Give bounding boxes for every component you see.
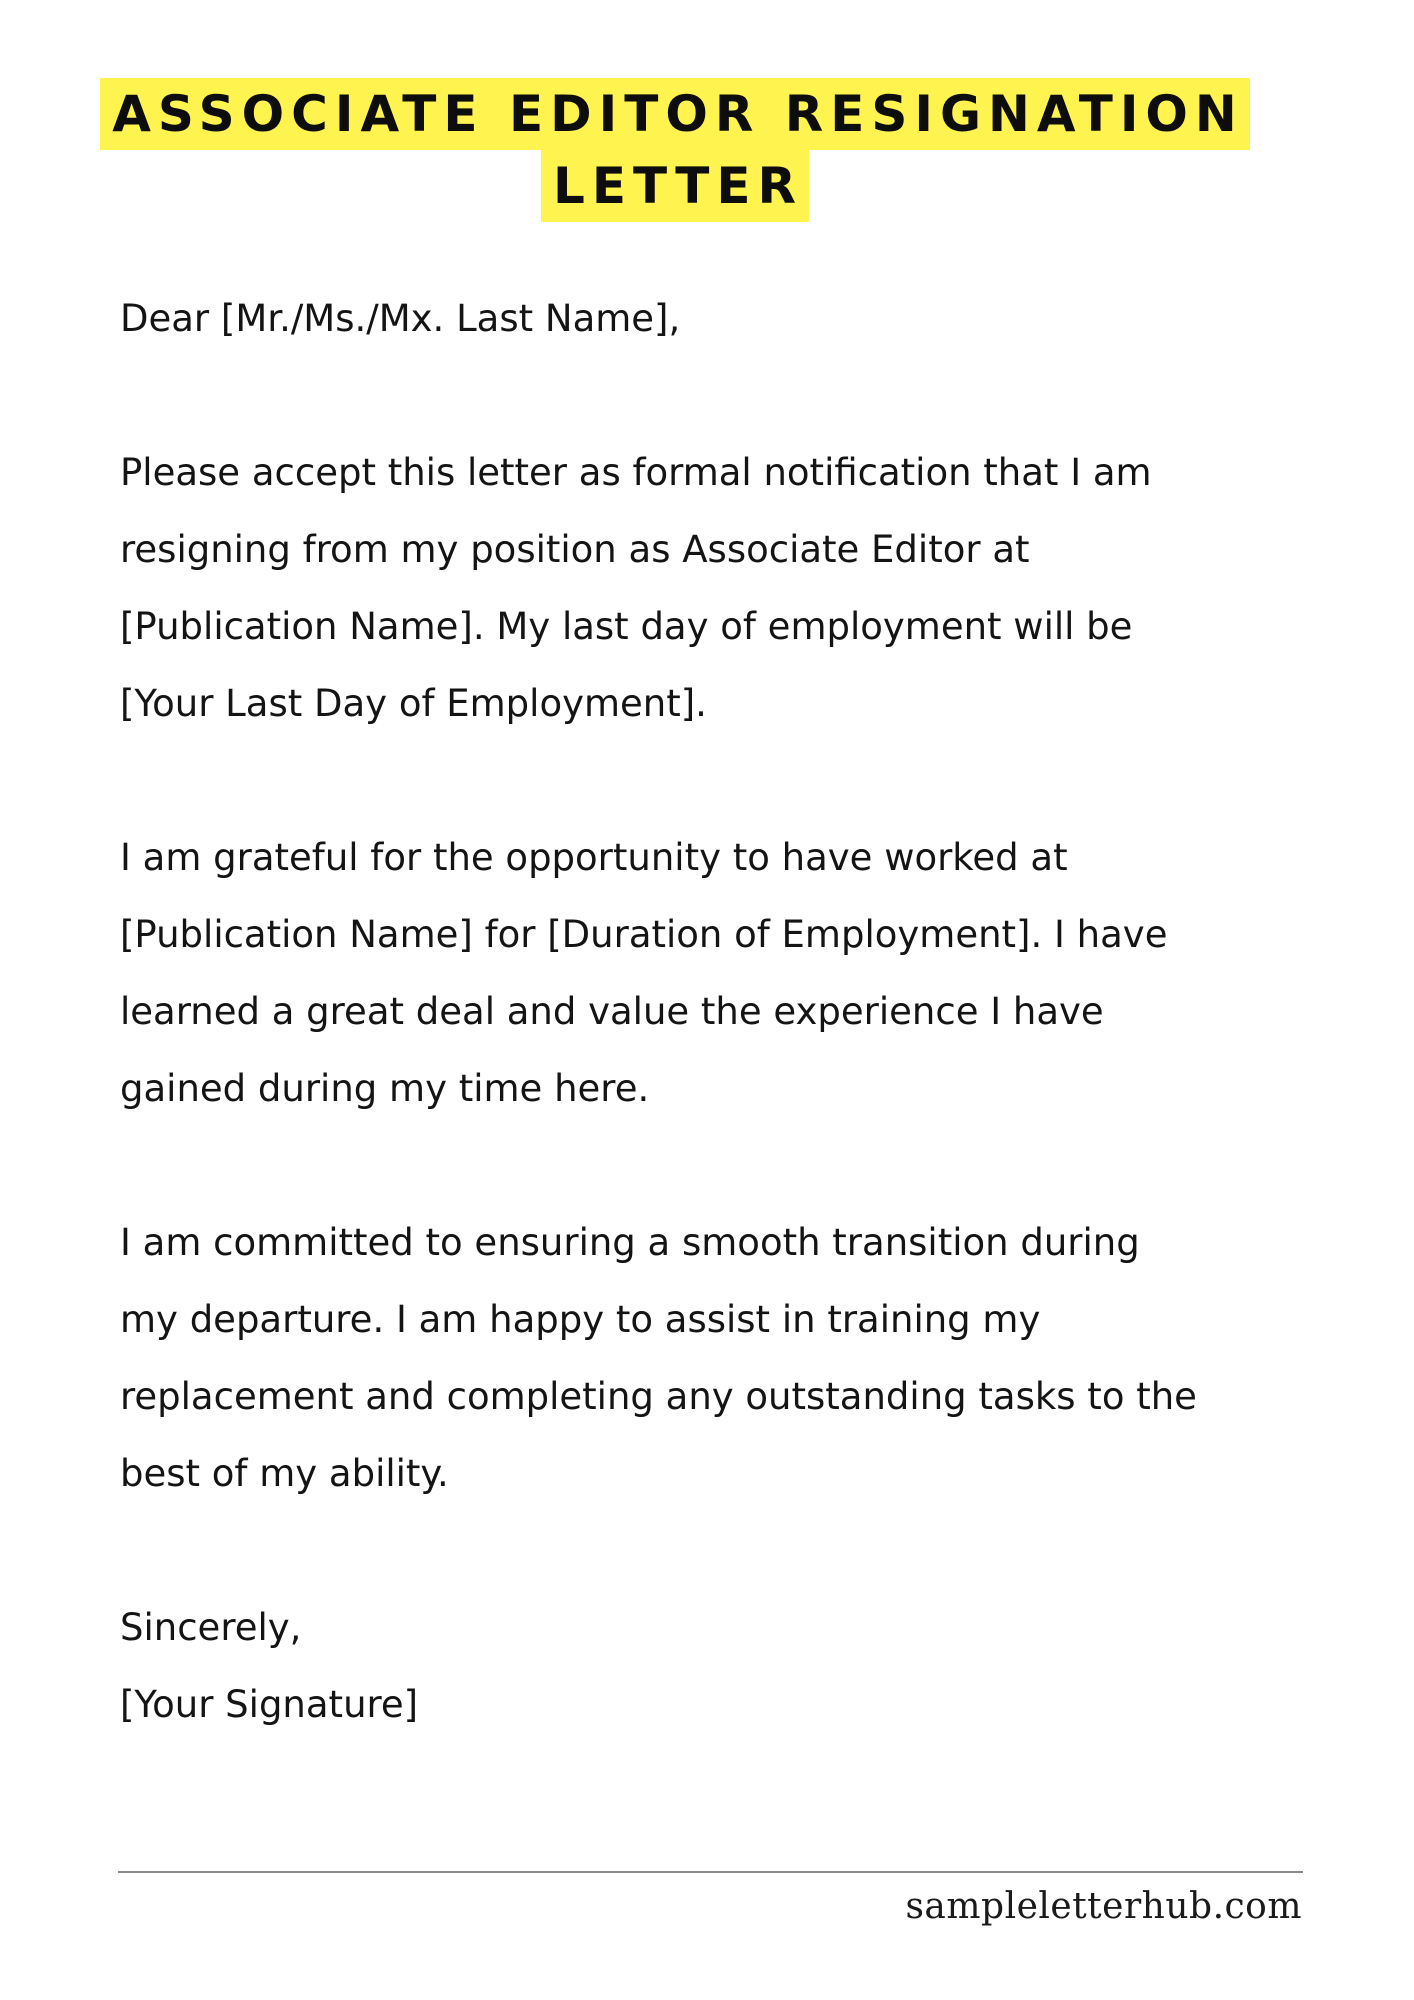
signature-placeholder: [Your Signature] xyxy=(120,1683,419,1726)
title-line-2: LETTER xyxy=(541,150,809,222)
paragraph-2 xyxy=(120,819,1370,1127)
paragraph-1 xyxy=(120,434,1370,742)
title-line-1: ASSOCIATE EDITOR RESIGNATION xyxy=(100,78,1250,150)
paragraph-line: [Publication Name]. My last day of employment will be xyxy=(120,605,1133,648)
paragraph-line: [Your Last Day of Employment]. xyxy=(120,682,707,725)
paragraph-line: my departure. I am happy to assist in training my xyxy=(120,1298,1041,1341)
paragraph-spacer xyxy=(120,1127,1370,1204)
paragraph-spacer xyxy=(120,357,1370,434)
letter-body xyxy=(120,280,1370,1743)
closing: Sincerely, xyxy=(120,1606,302,1649)
paragraph-line: replacement and completing any outstanding tasks to the xyxy=(120,1375,1197,1418)
salutation: Dear [Mr./Ms./Mx. Last Name], xyxy=(120,297,681,340)
paragraph-line: Please accept this letter as formal notification that I am xyxy=(120,451,1152,494)
paragraph-line: learned a great deal and value the experience I have xyxy=(120,990,1104,1033)
paragraph-line: best of my ability. xyxy=(120,1452,449,1495)
paragraph-line: I am committed to ensuring a smooth transition during xyxy=(120,1221,1140,1264)
paragraph-spacer xyxy=(120,742,1370,819)
paragraph-3 xyxy=(120,1204,1370,1512)
paragraph-line: resigning from my position as Associate Editor at xyxy=(120,528,1030,571)
paragraph-line: I am grateful for the opportunity to have worked at xyxy=(120,836,1068,879)
page-title xyxy=(80,78,1270,222)
footer-divider xyxy=(118,1871,1303,1873)
paragraph-spacer xyxy=(120,1512,1370,1589)
footer-website: sampleletterhub.com xyxy=(905,1886,1302,1927)
paragraph-line: [Publication Name] for [Duration of Employment]. I have xyxy=(120,913,1168,956)
paragraph-line: gained during my time here. xyxy=(120,1067,650,1110)
